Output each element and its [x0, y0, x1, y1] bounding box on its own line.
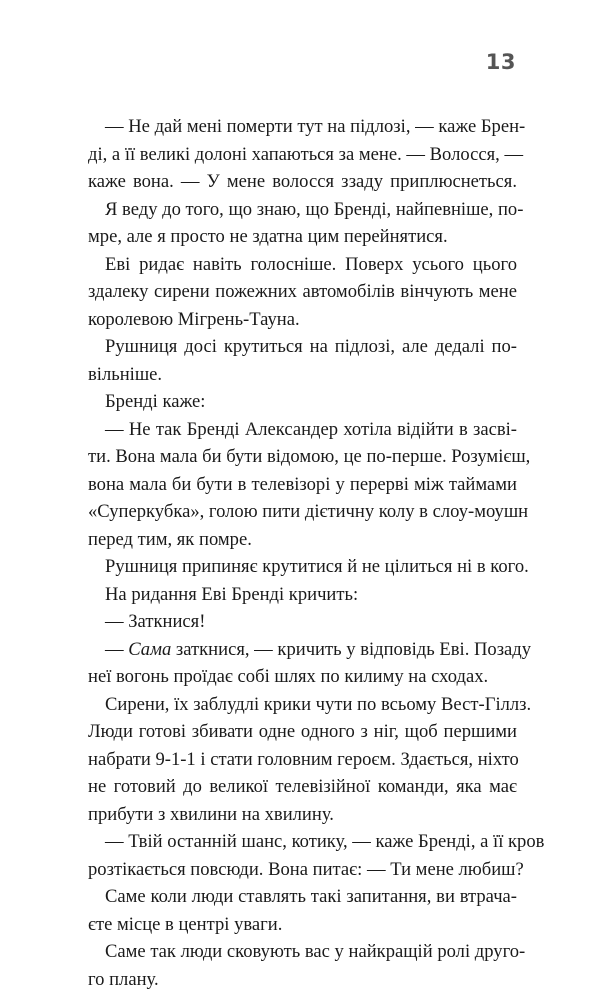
text-line: — Заткнися! [88, 608, 517, 636]
text-line: — Не так Бренді Александер хотіла відійти в засві- [88, 416, 517, 444]
text-line: Бренді каже: [88, 388, 517, 416]
text-line [88, 636, 517, 664]
text-line: розтікається повсюди. Вона питає: — Ти мене любиш? [88, 856, 517, 884]
page-number: 13 [486, 50, 516, 74]
text-line: вільніше. [88, 361, 517, 389]
text-line: «Суперкубка», голою пити дієтичну колу в слоу-моушн [88, 498, 517, 526]
text-line: вона мала би бути в телевізорі у перерві між таймами [88, 471, 517, 499]
text-line-prefix: — [105, 639, 128, 660]
text-line: мре, але я просто не здатна цим перейнятися. [88, 223, 517, 251]
text-line: ді, а її великі долоні хапаються за мене. — Волосся, — [88, 141, 517, 169]
text-line: набрати 9-1-1 і стати головним героєм. Здається, ніхто [88, 746, 517, 774]
text-line: Люди готові збивати одне одного з ніг, щоб першими [88, 718, 517, 746]
text-line: неї вогонь проїдає собі шлях по килиму на сходах. [88, 663, 517, 691]
text-line: Еві ридає навіть голосніше. Поверх усього цього [88, 251, 517, 279]
text-line: Я веду до того, що знаю, що Бренді, найпевніше, по- [88, 196, 517, 224]
text-line-rest: заткнися, — кричить у відповідь Еві. Позаду [171, 639, 531, 660]
text-line: єте місце в центрі уваги. [88, 911, 517, 939]
text-line: Саме так люди сковують вас у найкращій ролі друго- [88, 938, 517, 966]
text-line: не готовий до великої телевізійної команди, яка має [88, 773, 517, 801]
text-line: го плану. [88, 966, 517, 993]
text-line: перед тим, як помре. [88, 526, 517, 554]
text-line: Саме коли люди ставлять такі запитання, ви втрача- [88, 883, 517, 911]
text-line: Рушниця припиняє крутитися й не цілиться ні в кого. [88, 553, 517, 581]
text-line: здалеку сирени пожежних автомобілів вінчують мене [88, 278, 517, 306]
text-line: — Не дай мені померти тут на підлозі, — каже Брен- [88, 113, 517, 141]
text-line: ти. Вона мала би бути відомою, це по-перше. Розумієш, [88, 443, 517, 471]
text-line: каже вона. — У мене волосся ззаду приплюснеться. [88, 168, 517, 196]
text-line: На ридання Еві Бренді кричить: [88, 581, 517, 609]
text-line: — Твій останній шанс, котику, — каже Бренді, а її кров [88, 828, 517, 856]
text-line: прибути з хвилини на хвилину. [88, 801, 517, 829]
body-text [88, 113, 517, 993]
text-line: Рушниця досі крутиться на підлозі, але дедалі по- [88, 333, 517, 361]
emphasized-word: Сама [128, 639, 171, 660]
text-line: королевою Мігрень-Тауна. [88, 306, 517, 334]
text-line: Сирени, їх заблудлі крики чути по всьому Вест-Гіллз. [88, 691, 517, 719]
